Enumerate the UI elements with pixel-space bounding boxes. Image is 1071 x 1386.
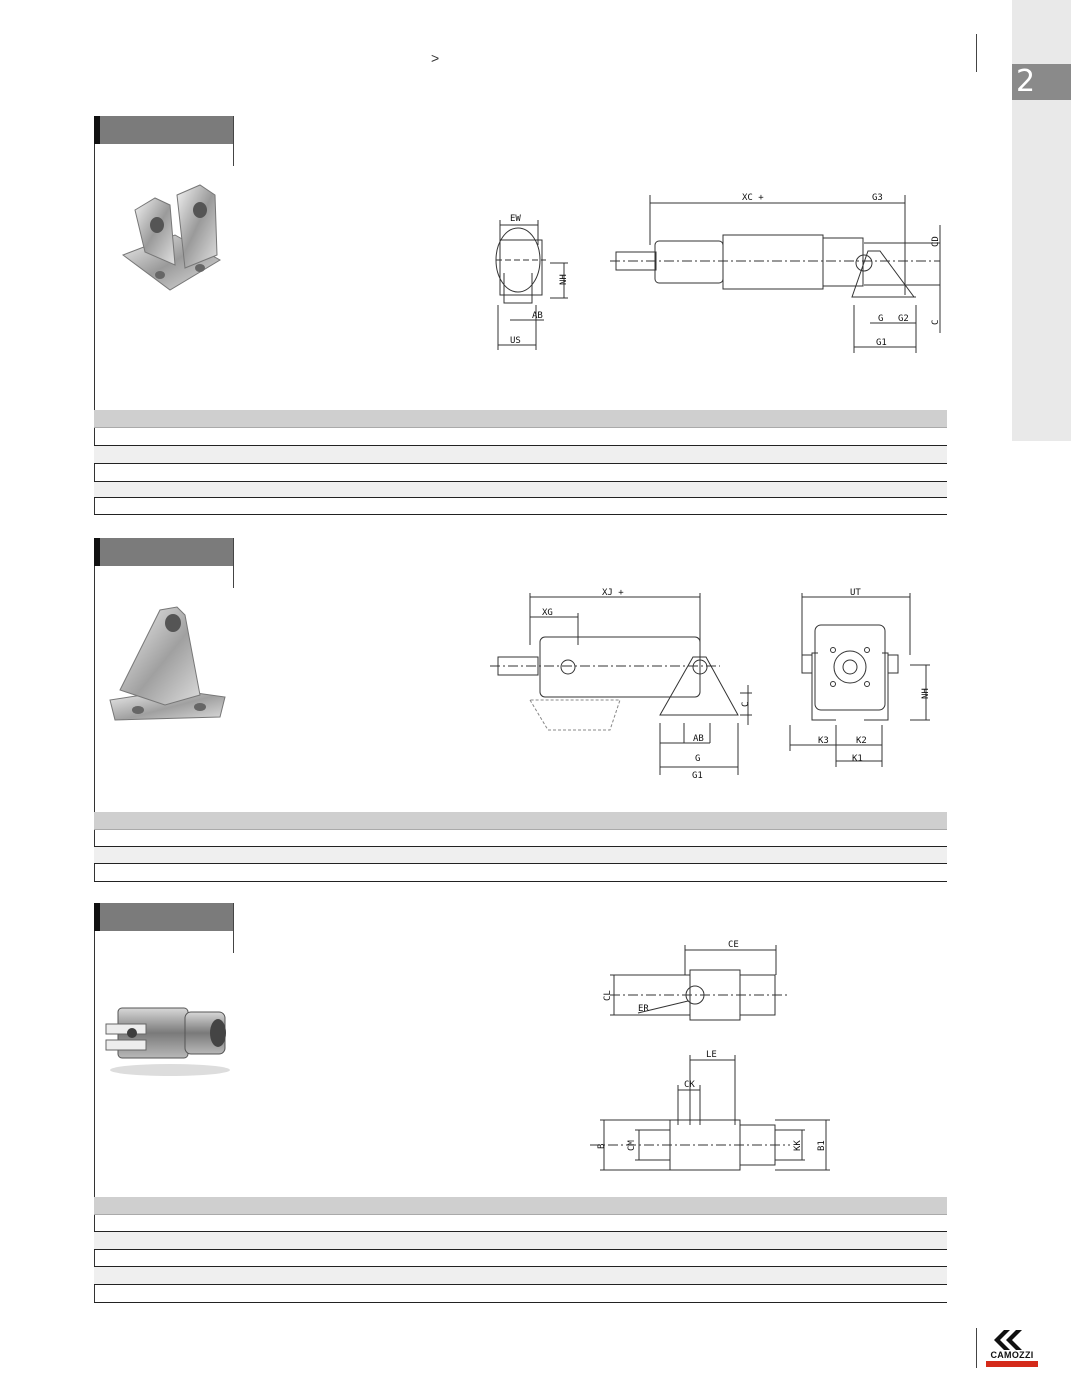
flat-bracket-photo — [105, 605, 230, 725]
section-1-drawing — [480, 185, 950, 360]
dim-label-c: C — [931, 319, 941, 325]
table-row — [94, 498, 947, 515]
dim-label-kk: KK — [793, 1140, 803, 1151]
section-1-table — [94, 410, 947, 515]
dim-label-cm: CM — [627, 1140, 637, 1151]
dim-label-cl: CL — [603, 990, 613, 1001]
dim-label-le: LE — [706, 1050, 717, 1060]
dim-label-ce: CE — [728, 940, 739, 950]
dim-label-g1: G1 — [692, 771, 703, 781]
dim-label-g3: G3 — [872, 193, 883, 203]
chapter-number: 2 — [1012, 64, 1071, 100]
logo-wordmark: CAMOZZI — [990, 1350, 1034, 1360]
dim-label-nh: NH — [921, 688, 931, 699]
dim-label-er: ER — [638, 1004, 649, 1014]
dim-label-k2: K2 — [856, 736, 867, 746]
dim-label-g: G — [695, 754, 701, 764]
table-row — [94, 1232, 947, 1250]
table-row — [94, 464, 947, 482]
footer-divider — [976, 1328, 977, 1368]
section-1-title — [94, 116, 234, 144]
dim-label-ab: AB — [532, 311, 543, 321]
rod-clevis-photo — [100, 990, 235, 1080]
dim-label-g1: G1 — [876, 338, 887, 348]
dim-label-k1: K1 — [852, 754, 863, 764]
dim-label-xg: XG — [542, 608, 553, 618]
table-row — [94, 847, 947, 864]
dim-label-g: G — [878, 314, 884, 324]
dim-label-b: B — [597, 1143, 607, 1149]
table-row — [94, 1285, 947, 1303]
dim-label-cd: CD — [931, 236, 941, 247]
breadcrumb-separator: > — [431, 50, 440, 66]
table-header-row — [94, 812, 947, 830]
table-row — [94, 830, 947, 847]
section-3-table — [94, 1197, 947, 1303]
dim-label-c: C — [741, 701, 751, 707]
section-2-title-rule — [233, 538, 234, 588]
dim-label-ck: CK — [684, 1080, 695, 1090]
section-2-title — [94, 538, 234, 566]
dim-label-ew: EW — [510, 214, 521, 224]
section-3-drawing — [590, 935, 850, 1185]
table-row — [94, 446, 947, 464]
dim-label-g2: G2 — [898, 314, 909, 324]
dim-label-k3: K3 — [818, 736, 829, 746]
table-row — [94, 482, 947, 498]
dim-label-b1: B1 — [817, 1140, 827, 1151]
dim-label-ab: AB — [693, 734, 704, 744]
dim-label-xc: XC + — [742, 193, 764, 203]
section-2-drawing — [490, 585, 950, 785]
section-3-title-rule — [233, 903, 234, 953]
table-header-row — [94, 410, 947, 428]
dim-label-ut: UT — [850, 588, 861, 598]
dim-label-xj: XJ + — [602, 588, 624, 598]
dim-label-us: US — [510, 336, 521, 346]
table-row — [94, 1267, 947, 1285]
header-divider — [976, 34, 977, 72]
section-3-title — [94, 903, 234, 931]
table-header-row — [94, 1197, 947, 1215]
logo-accent-bar — [986, 1361, 1038, 1367]
dim-label-nh: NH — [559, 274, 569, 285]
table-row — [94, 1250, 947, 1267]
section-2-table — [94, 812, 947, 882]
table-row — [94, 864, 947, 882]
section-1-title-rule — [233, 116, 234, 166]
foot-bracket-photo — [115, 180, 225, 295]
table-row — [94, 1215, 947, 1232]
table-row — [94, 428, 947, 446]
